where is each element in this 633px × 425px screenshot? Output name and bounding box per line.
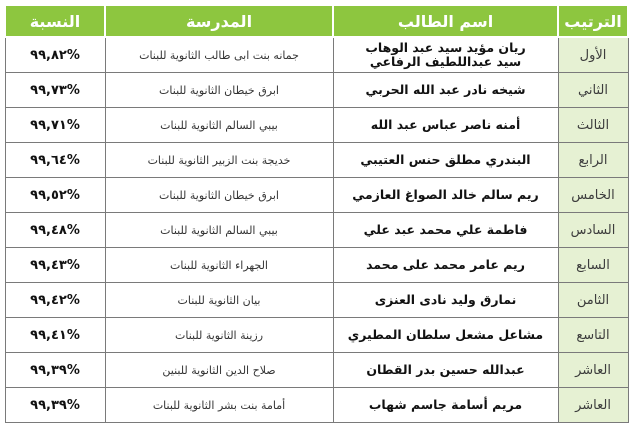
school-cell: رزينة الثانوية للبنات [105,318,333,353]
school-cell: بيبي السالم الثانوية للبنات [105,108,333,143]
rank-cell: العاشر [558,388,628,423]
student-name-line: نمارق وليد نادى العنزى [374,292,517,307]
header-school: المدرسة [105,5,333,37]
table-row [5,318,628,353]
rank-cell: الثالث [558,108,628,143]
percentage-cell: ٩٩,٧١% [5,108,105,143]
results-table-container [4,4,627,420]
table-row [5,283,628,318]
student-name-cell [333,353,558,388]
school-cell: بيان الثانوية للبنات [105,283,333,318]
rank-cell: الخامس [558,178,628,213]
school-cell: ابرق خيطان الثانوية للبنات [105,178,333,213]
school-cell: جمانه بنت ابى طالب الثانوية للبنات [105,37,333,73]
results-table [4,4,629,423]
student-name-cell [333,213,558,248]
school-cell: أمامة بنت بشر الثانوية للبنات [105,388,333,423]
school-cell: بيبي السالم الثانوية للبنات [105,213,333,248]
rank-cell: الرابع [558,143,628,178]
student-name-line: مريم أسامة جاسم شهاب [368,397,523,412]
student-name-cell [333,248,558,283]
percentage-cell: ٩٩,٤٢% [5,283,105,318]
student-name-line: سيد عبداللطيف الرفاعي [369,54,522,69]
rank-cell: السادس [558,213,628,248]
student-name-line: عبدالله حسين بدر القطان [366,362,525,377]
student-name-cell [333,143,558,178]
student-name-cell [333,318,558,353]
student-name-line: ريان مؤيد سيد عبد الوهاب [365,40,526,55]
rank-cell: الثامن [558,283,628,318]
student-name-cell [333,283,558,318]
header-row [5,5,628,37]
header-student-name: اسم الطالب [333,5,558,37]
header-rank: الترتيب [558,5,628,37]
percentage-cell: ٩٩,٥٢% [5,178,105,213]
student-name-line: مشاعل مشعل سلطان المطيري [347,327,544,342]
student-name-line: ريم سالم خالد الصواغ العازمي [352,187,539,202]
student-name-line: أمنه ناصر عباس عبد الله [370,117,521,132]
rank-cell: الأول [558,37,628,73]
percentage-cell: ٩٩,٤٣% [5,248,105,283]
table-row [5,108,628,143]
student-name-line: البندري مطلق حنس العتيبي [360,152,531,167]
rank-cell: التاسع [558,318,628,353]
school-cell: صلاح الدين الثانوية للبنين [105,353,333,388]
percentage-cell: ٩٩,٧٣% [5,73,105,108]
table-row [5,178,628,213]
student-name-line: ريم عامر محمد على محمد [366,257,525,272]
rank-cell: الثاني [558,73,628,108]
student-name-cell [333,37,558,73]
student-name-cell [333,388,558,423]
student-name-cell [333,73,558,108]
student-name-line: شيخه نادر عبد الله الحربي [365,82,526,97]
rank-cell: السابع [558,248,628,283]
table-row [5,143,628,178]
rank-cell: العاشر [558,353,628,388]
school-cell: ابرق خيطان الثانوية للبنات [105,73,333,108]
percentage-cell: ٩٩,٦٤% [5,143,105,178]
school-cell: الجهراء الثانوية للبنات [105,248,333,283]
header-percentage: النسبة [5,5,105,37]
table-row [5,388,628,423]
percentage-cell: ٩٩,٨٢% [5,37,105,73]
percentage-cell: ٩٩,٤١% [5,318,105,353]
table-row [5,73,628,108]
student-name-line: فاطمة علي محمد عبد علي [363,222,528,237]
table-row [5,353,628,388]
school-cell: خديجة بنت الزبير الثانوية للبنات [105,143,333,178]
table-row [5,37,628,73]
student-name-cell [333,108,558,143]
student-name-cell [333,178,558,213]
table-row [5,213,628,248]
percentage-cell: ٩٩,٣٩% [5,353,105,388]
table-row [5,248,628,283]
table-body [5,37,628,423]
percentage-cell: ٩٩,٤٨% [5,213,105,248]
percentage-cell: ٩٩,٣٩% [5,388,105,423]
